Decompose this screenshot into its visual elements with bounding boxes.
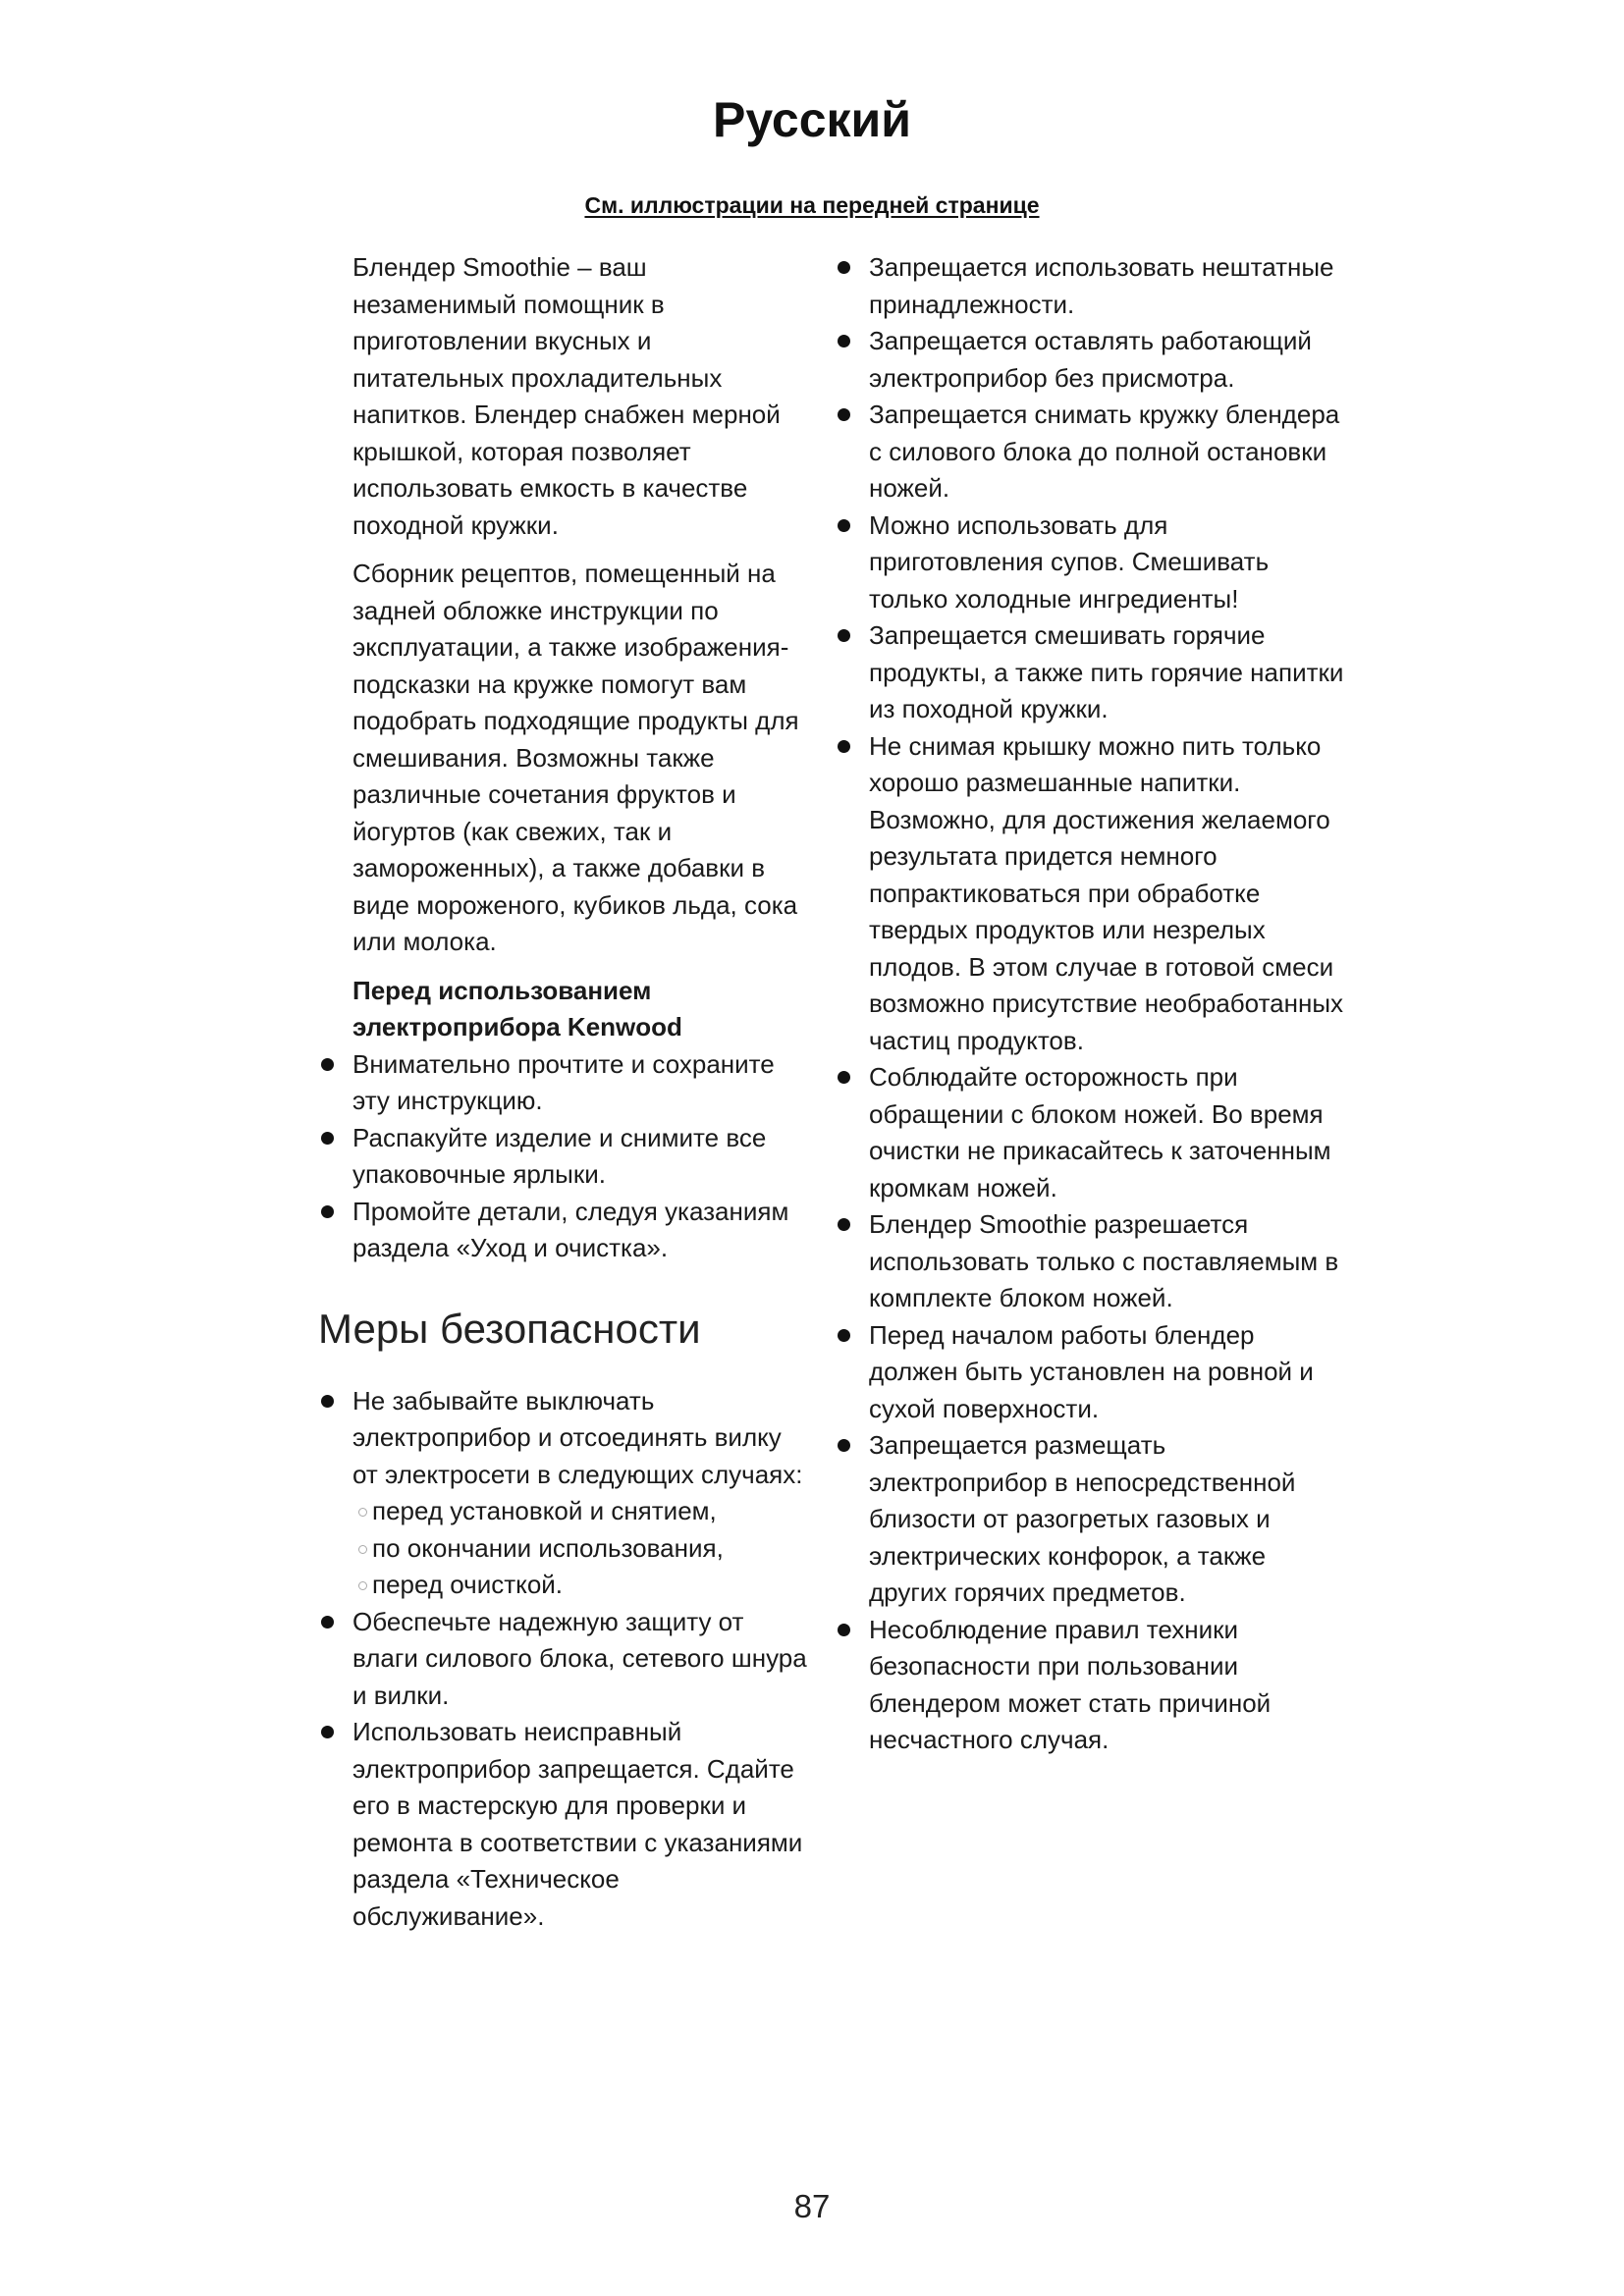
right-column — [835, 249, 1345, 1759]
intro-paragraph: Блендер Smoothie – ваш незаменимый помощник в приготовлении вкусных и питательных прохладительных напитков. Блендер снабжен мерной крышкой, которая позволяет использовать емкость в качестве походной кружки. — [352, 252, 781, 540]
bullet-icon — [321, 1616, 334, 1629]
list-item: Можно использовать для приготовления супов. Смешивать только холодные ингредиенты! — [835, 507, 1345, 618]
sub-list-item: по окончании использования, — [352, 1530, 809, 1568]
bullet-icon — [838, 1329, 850, 1342]
list-item: Блендер Smoothie разрешается использовать только с поставляемым в комплекте блоком ножей. — [835, 1206, 1345, 1317]
bullet-icon — [838, 335, 850, 347]
page-number: 87 — [793, 2188, 831, 2224]
bullet-icon — [321, 1058, 334, 1071]
bullet-icon — [838, 519, 850, 532]
list-item: Использовать неисправный электроприбор запрещается. Сдайте его в мастерскую для проверки и ремонта в соответствии с указаниями раздела «Техническое обслуживание». — [318, 1714, 809, 1935]
list-item: Несоблюдение правил техники безопасности при пользовании блендером может стать причиной несчастного случая. — [835, 1612, 1345, 1759]
bullet-icon — [838, 408, 850, 421]
bullet-icon — [838, 1218, 850, 1231]
list-item: Не снимая крышку можно пить только хорошо размешанные напитки. Возможно, для достижения желаемого результата придется немного попрактиковаться при обработке твердых продуктов или незрелых плодов. В этом случае в готовой смеси возможно присутствие необработанных частиц продуктов. — [835, 728, 1345, 1060]
list-item: Перед началом работы блендер должен быть установлен на ровной и сухой поверхности. — [835, 1317, 1345, 1428]
list-item: Распакуйте изделие и снимите все упаковочные ярлыки. — [318, 1120, 809, 1194]
list-item: Запрещается использовать нештатные принадлежности. — [835, 249, 1345, 323]
bullet-icon — [838, 1624, 850, 1636]
bullet-icon — [838, 261, 850, 274]
safety-section-title: Меры безопасности — [318, 1305, 701, 1352]
list-item: Промойте детали, следуя указаниям раздела «Уход и очистка». — [318, 1194, 809, 1267]
list-item: Обеспечьте надежную защиту от влаги силового блока, сетевого шнура и вилки. — [318, 1604, 809, 1715]
ring-bullet-icon — [358, 1508, 367, 1517]
bullet-icon — [838, 1071, 850, 1084]
illustrations-note: См. иллюстрации на передней странице — [584, 192, 1040, 218]
list-item: Запрещается смешивать горячие продукты, а также пить горячие напитки из походной кружки. — [835, 617, 1345, 728]
list-item: Внимательно прочтите и сохраните эту инструкцию. — [318, 1046, 809, 1120]
list-item: Запрещается оставлять работающий электроприбор без присмотра. — [835, 323, 1345, 397]
bullet-icon — [838, 740, 850, 753]
list-item: Запрещается размещать электроприбор в непосредственной близости от разогретых газовых и электрических конфорок, а также других горячих предметов. — [835, 1427, 1345, 1612]
sub-list-item: перед очисткой. — [352, 1567, 809, 1604]
bullet-icon — [321, 1726, 334, 1738]
safety-list — [318, 1383, 809, 1936]
before-use-list — [318, 1046, 809, 1267]
intro-paragraph: Сборник рецептов, помещенный на задней обложке инструкции по эксплуатации, а также изображения-подсказки на кружке помогут вам подобрать подходящие продукты для смешивания. Возможны также различные сочетания фруктов и йогуртов (как свежих, так и замороженных), а также добавки в виде мороженого, кубиков льда, сока или молока. — [352, 559, 799, 956]
bullet-icon — [838, 1439, 850, 1452]
bullet-icon — [321, 1132, 334, 1145]
ring-bullet-icon — [358, 1581, 367, 1590]
ring-bullet-icon — [358, 1545, 367, 1554]
safety-sub-list — [352, 1493, 809, 1604]
safety-list-continued — [835, 249, 1345, 1759]
bullet-icon — [321, 1205, 334, 1218]
bullet-icon — [838, 629, 850, 642]
list-item: Не забывайте выключать электроприбор и отсоединять вилку от электросети в следующих случаях: перед установкой и снятием, по окончании использования, перед очисткой. — [318, 1383, 809, 1604]
bullet-icon — [321, 1395, 334, 1408]
left-column — [318, 249, 809, 1935]
sub-list-item: перед установкой и снятием, — [352, 1493, 809, 1530]
before-use-heading: Перед использованием электроприбора Kenwood — [352, 975, 682, 1041]
list-item: Запрещается снимать кружку блендера с силового блока до полной остановки ножей. — [835, 397, 1345, 507]
list-item: Соблюдайте осторожность при обращении с блоком ножей. Во время очистки не прикасайтесь к заточенным кромкам ножей. — [835, 1059, 1345, 1206]
page-title: Русский — [712, 92, 912, 147]
